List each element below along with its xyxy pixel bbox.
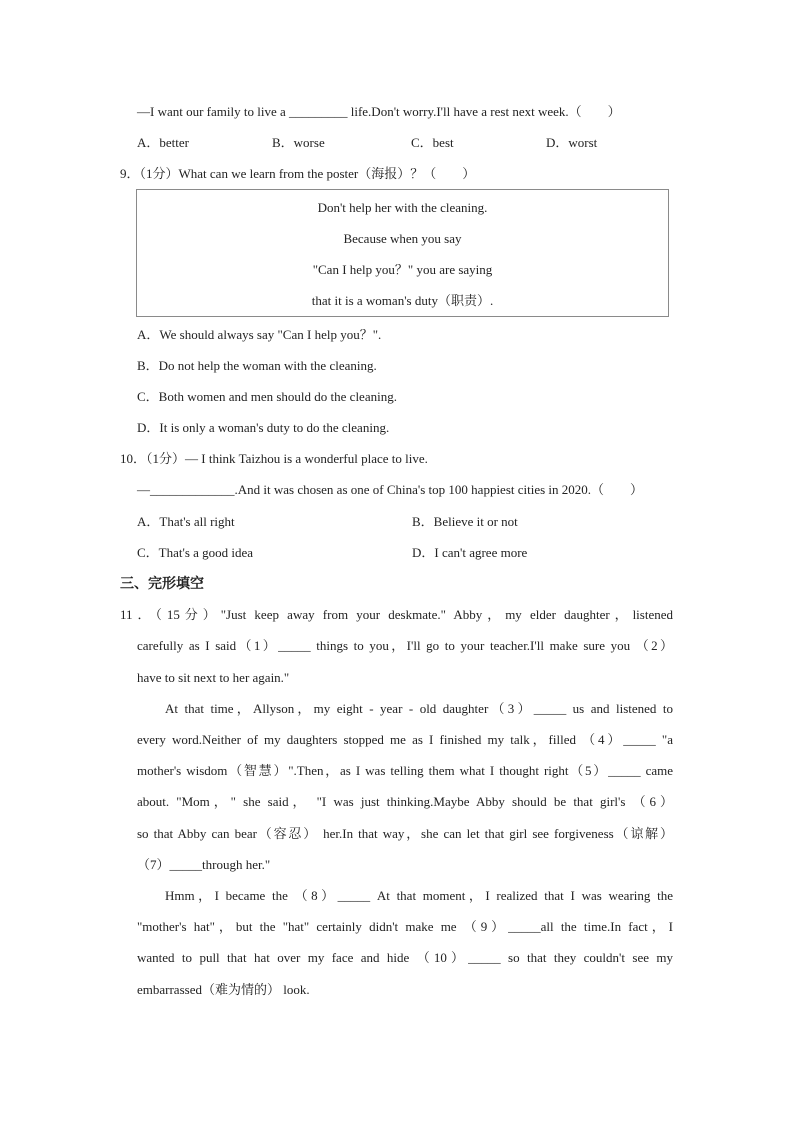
q8-option-a: A．better — [137, 135, 189, 150]
poster-line-2: Because when you say — [343, 231, 462, 246]
q10-option-c: C．That's a good idea — [137, 545, 254, 560]
poster-line-3: "Can I help you？" you are saying — [312, 262, 493, 277]
poster-box — [136, 189, 669, 317]
q11-line-12: wanted to pull that hat over my face and hide （10）_____ so that they couldn't see my — [137, 950, 673, 965]
q11-line-4: At that time，Allyson，my eight - year - old daughter（3）_____ us and listened to — [165, 701, 673, 716]
section-title: 三、完形填空 — [120, 576, 204, 592]
q11-line-13: embarrassed（难为情的） look. — [137, 982, 310, 997]
q9-option-d: D．It is only a woman's duty to do the cleaning. — [137, 420, 390, 435]
q11-line-7: about. "Mom，" she said， "I was just thinking.Maybe Abby should be that girl's （6） — [137, 794, 673, 809]
q11-line-11: "mother's hat"，but the "hat" certainly didn't make me （9）_____all the time.In fact，I — [137, 919, 673, 934]
poster-line-4: that it is a woman's duty（职责）. — [311, 293, 494, 308]
q10-option-b: B．Believe it or not — [412, 514, 518, 529]
q10-reply: —_____________.And it was chosen as one of China's top 100 happiest cities in 2020.（ ） — [137, 482, 644, 497]
q9-stem: 9．（1分）What can we learn from the poster（海报）？（ ） — [120, 166, 476, 181]
q10-option-d: D．I can't agree more — [412, 545, 528, 560]
q11-line-5: every word.Neither of my daughters stopped me as I finished my talk，filled （4）_____ "a — [137, 732, 673, 747]
q8-option-b: B．worse — [272, 135, 325, 150]
q11-line-1: 11．（15分）"Just keep away from your deskmate." Abby，my elder daughter，listened — [120, 607, 673, 622]
q10-stem: 10．（1分）— I think Taizhou is a wonderful place to live. — [120, 451, 428, 466]
q8-option-d: D．worst — [546, 135, 598, 150]
q11-line-3: have to sit next to her again." — [137, 670, 290, 685]
q9-option-b: B．Do not help the woman with the cleaning. — [137, 358, 377, 373]
q11-line-6: mother's wisdom（智慧）".Then，as I was telling them what I thought right（5）_____ came — [137, 763, 673, 778]
q9-option-a: A．We should always say "Can I help you？". — [137, 327, 382, 342]
q9-option-c: C．Both women and men should do the cleaning. — [137, 389, 397, 404]
q11-line-10: Hmm，I became the （8）_____ At that moment，I realized that I was wearing the — [165, 888, 673, 903]
q11-line-8: so that Abby can bear（容忍） her.In that way，she can let that girl see forgiveness（谅解） — [137, 826, 673, 841]
q11-line-2: carefully as I said（1）_____ things to you，I'll go to your teacher.I'll make sure you （2） — [137, 638, 673, 653]
q8-stem: —I want our family to live a _________ life.Don't worry.I'll have a rest next week.（ ） — [137, 104, 621, 119]
q11-line-9: （7）_____through her." — [137, 857, 271, 872]
poster-line-1: Don't help her with the cleaning. — [317, 200, 488, 215]
q8-option-c: C．best — [411, 135, 454, 150]
q10-option-a: A．That's all right — [137, 514, 235, 529]
